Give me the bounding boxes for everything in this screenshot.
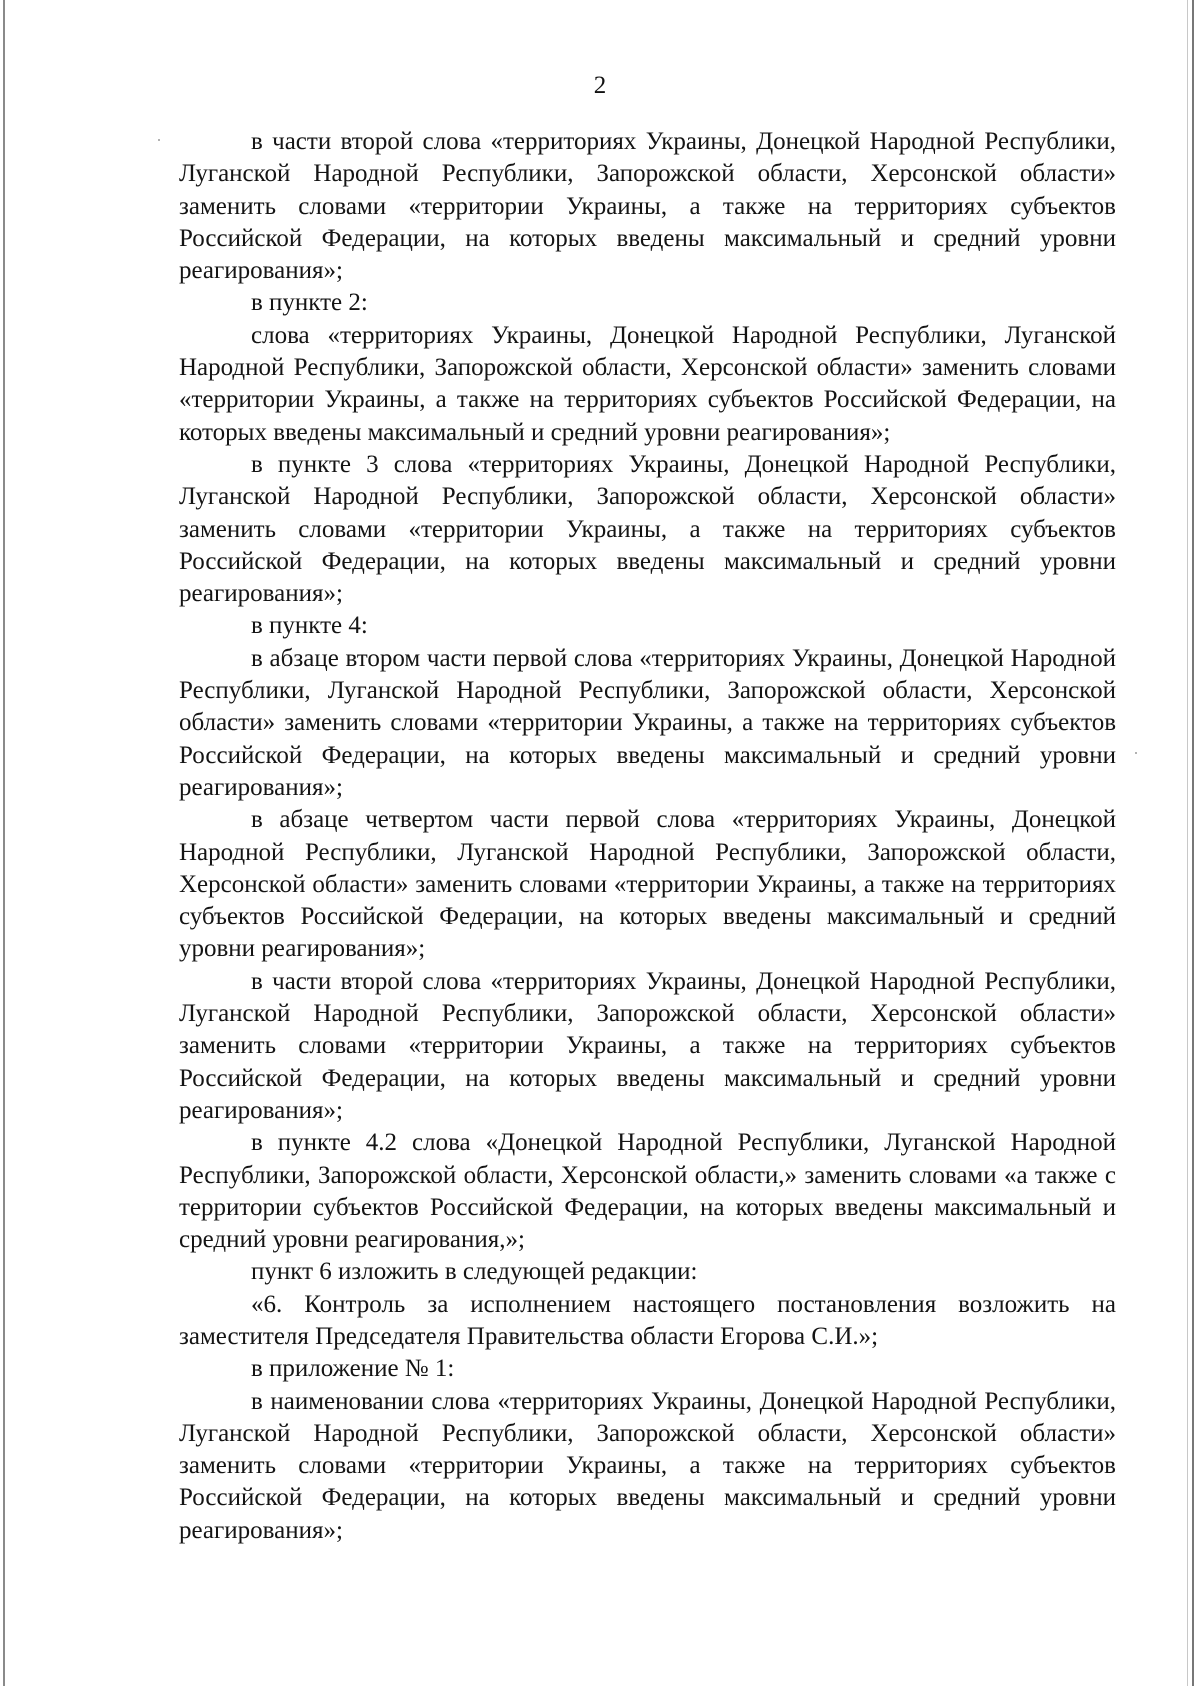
paragraph: «6. Контроль за исполнением настоящего постановления возложить на заместителя Председателя Правительства области Егорова С.И.»;: [179, 1290, 1116, 1350]
paragraph: в пункте 3 слова «территориях Украины, Донецкой Народной Республики, Луганской Народной Республики, Запорожской области, Херсонской области» заменить словами «территории Украины, а также на территориях субъектов Российской Федерации, на которых введены максимальный и средний уровни реагирования»;: [179, 450, 1116, 608]
paragraph: в пункте 4:: [251, 612, 368, 640]
document-body: [179, 126, 1116, 1547]
paragraph: в пункте 2:: [251, 289, 368, 317]
page-number: 2: [593, 72, 607, 99]
paragraph: в пункте 4.2 слова «Донецкой Народной Республики, Луганской Народной Республики, Запорожской области, Херсонской области,» заменить словами «а также с территории субъектов Российской Федерации, на которых введены максимальный и средний уровни реагирования,»;: [179, 1129, 1116, 1254]
scan-speck: [158, 139, 160, 141]
paragraph: в части второй слова «территориях Украины, Донецкой Народной Республики, Луганской Народной Республики, Запорожской области, Херсонской области» заменить словами «территории Украины, а также на территориях субъектов Российской Федерации, на которых введены максимальный и средний уровни реагирования»;: [179, 128, 1116, 285]
paragraph: в приложение № 1:: [251, 1355, 455, 1383]
scan-edge-left: [3, 0, 5, 1686]
paragraph: пункт 6 изложить в следующей редакции:: [251, 1258, 698, 1286]
scan-speck: [1135, 752, 1137, 754]
paragraph: в наименовании слова «территориях Украины, Донецкой Народной Республики, Луганской Народной Республики, Запорожской области, Херсонской области» заменить словами «территории Украины, а также на территориях субъектов Российской Федерации, на которых введены максимальный и средний уровни реагирования»;: [179, 1387, 1116, 1544]
paragraph: в абзаце втором части первой слова «территориях Украины, Донецкой Народной Республики, Луганской Народной Республики, Запорожской области, Херсонской области» заменить словами «территории Украины, а также на территориях субъектов Российской Федерации, на которых введены максимальный и средний уровни реагирования»;: [179, 644, 1116, 801]
paragraph: слова «территориях Украины, Донецкой Народной Республики, Луганской Народной Республики, Запорожской области, Херсонской области» заменить словами «территории Украины, а также на территориях субъектов Российской Федерации, на которых введены максимальный и средний уровни реагирования»;: [179, 321, 1116, 446]
scan-edge-right-inner: [1187, 0, 1188, 1686]
paragraph: в абзаце четвертом части первой слова «территориях Украины, Донецкой Народной Республики, Луганской Народной Республики, Запорожской области, Херсонской области» заменить словами «территории Украины, а также на территориях субъектов Российской Федерации, на которых введены максимальный и средний уровни реагирования»;: [179, 806, 1116, 963]
paragraph: в части второй слова «территориях Украины, Донецкой Народной Республики, Луганской Народной Республики, Запорожской области, Херсонской области» заменить словами «территории Украины, а также на территориях субъектов Российской Федерации, на которых введены максимальный и средний уровни реагирования»;: [179, 967, 1116, 1124]
scan-edge-right: [1192, 0, 1194, 1686]
